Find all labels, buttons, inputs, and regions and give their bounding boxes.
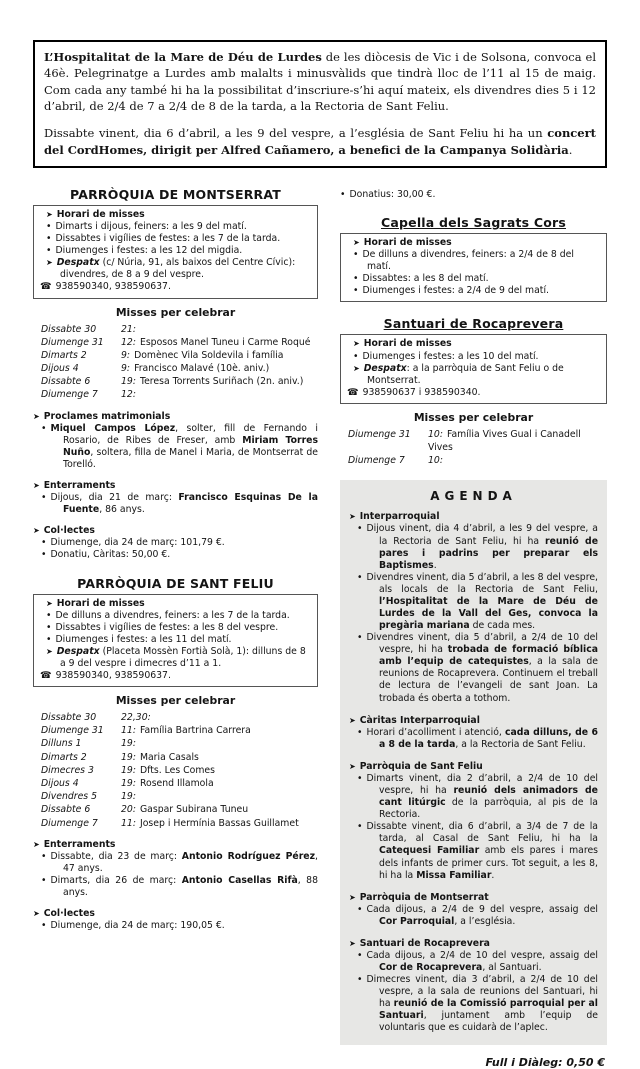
missa-row xyxy=(41,777,318,790)
missa-time: 12: xyxy=(121,389,136,401)
phone-icon: ☎ xyxy=(40,669,52,681)
missa-day: Dimarts 2 xyxy=(41,751,87,763)
donatius-line xyxy=(340,187,607,201)
missa-day: Dimecres 3 xyxy=(41,764,94,776)
bullet-item xyxy=(349,974,598,1034)
bullet-item xyxy=(33,492,318,516)
text-segment: Dimarts i dijous, feiners: a les 9 del matí. xyxy=(55,221,247,233)
missa-day: Diumenge 31 xyxy=(41,725,104,737)
arrow-icon: ➤ xyxy=(46,258,53,268)
bullet-icon: • xyxy=(46,221,52,233)
group-heading xyxy=(33,908,318,920)
bullet-item xyxy=(33,875,318,899)
box-line xyxy=(347,338,600,350)
bullet-icon: • xyxy=(357,523,363,535)
bullet-icon: • xyxy=(41,850,47,862)
text-segment: Horari de misses xyxy=(363,237,452,249)
group-heading-label: Parròquia de Sant Feliu xyxy=(359,760,483,772)
text-segment: Dissabte vinent, dia 6 d’abril, a les 9 del vespre, a l’església de Sant Feliu hi ha un xyxy=(44,126,548,141)
notes-group xyxy=(33,525,318,561)
missa-row xyxy=(41,724,318,737)
missa-time: 12: xyxy=(121,336,136,348)
missa-day: Diumenge 7 xyxy=(41,817,98,829)
notes-group xyxy=(349,715,598,751)
section-title-sant-feliu: PARRÒQUIA DE SANT FELIU xyxy=(77,575,274,591)
bullet-icon: • xyxy=(41,549,47,561)
arrow-icon: ➤ xyxy=(33,481,40,491)
text-segment: (c/ Núria, 91, als baixos del Centre Cívic): divendres, de 8 a 9 del vespre. xyxy=(60,257,296,281)
missa-time: 19: xyxy=(121,751,136,763)
missa-time: 19: xyxy=(121,791,136,803)
bullet-item xyxy=(33,423,318,471)
box-line xyxy=(40,610,311,622)
missa-entry xyxy=(121,362,269,375)
bullet-icon: • xyxy=(357,949,363,961)
missa-day: Diumenge 7 xyxy=(41,389,98,401)
group-heading xyxy=(349,715,598,727)
missa-text: Dfts. Les Comes xyxy=(139,764,215,776)
notes-group xyxy=(349,938,598,1035)
bullet-icon: • xyxy=(41,874,47,886)
missa-text: Domènec Vila Soldevila i família xyxy=(134,349,284,361)
agenda xyxy=(340,480,607,1044)
bullet-icon: • xyxy=(353,285,359,297)
notes-group xyxy=(33,411,318,471)
text-segment: Miriam Torres Nuño xyxy=(63,434,318,458)
text-segment: de cada mes. xyxy=(469,620,536,632)
bullet-icon: • xyxy=(41,920,47,932)
bullet-icon: • xyxy=(357,632,363,644)
missa-time: 19: xyxy=(121,376,136,388)
box-line xyxy=(40,281,311,293)
group-heading-label: Enterraments xyxy=(43,838,116,850)
box-line xyxy=(40,646,311,670)
box-line xyxy=(40,598,311,610)
text-segment: , 86 anys. xyxy=(99,504,145,516)
text-segment: Donatiu, Càritas: 50,00 €. xyxy=(50,549,171,561)
agenda-title: AGENDA xyxy=(430,489,517,504)
text-segment: Horari de misses xyxy=(56,597,145,609)
text-segment: cada dilluns, de 6 a 8 de la tarda xyxy=(379,726,598,750)
arrow-icon: ➤ xyxy=(33,526,40,536)
missa-day: Diumenge 31 xyxy=(41,336,104,348)
box-line xyxy=(347,249,600,273)
text-segment: . xyxy=(433,559,437,571)
text-segment: . xyxy=(568,142,573,157)
notes-group xyxy=(33,480,318,516)
montserrat-misses-title: Misses per celebrar xyxy=(115,305,236,319)
text-segment: , a l’església. xyxy=(454,915,516,927)
missa-row xyxy=(41,362,318,375)
bullet-item xyxy=(349,727,598,751)
box-line xyxy=(40,634,311,646)
group-heading xyxy=(349,761,598,773)
box-line xyxy=(40,670,311,682)
arrow-icon: ➤ xyxy=(349,938,356,948)
missa-time: 9: xyxy=(121,363,131,375)
agenda-groups xyxy=(349,511,598,1034)
text-segment: reunió de pares i padrins per preparar els Baptismes xyxy=(379,535,598,571)
bullet-item xyxy=(349,523,598,571)
phone-icon: ☎ xyxy=(347,386,359,398)
section-title-rocaprevera: Santuari de Rocaprevera xyxy=(383,316,564,332)
missa-text: Família Vives Gual i Canadell Vives xyxy=(428,428,581,454)
bullet-icon: • xyxy=(357,571,363,583)
rocaprevera-misses-table xyxy=(340,428,607,468)
missa-entry xyxy=(428,428,607,454)
text-segment: , solter, fill de Fernando i Rosario, de Ribes de Freser, amb xyxy=(63,422,318,446)
text-segment: (Placeta Mossèn Fortià Solà, 1): dilluns de 8 a 9 del vespre i dimecres d’11 a 1. xyxy=(60,645,306,669)
box-line xyxy=(40,233,311,245)
missa-entry xyxy=(121,375,303,388)
text-segment: Dimecres vinent, dia 3 d’abril, a 2/4 de 10 del vespre, a la sala de reunions del Santuari, hi ha xyxy=(366,974,598,1010)
box-line xyxy=(340,189,607,201)
text-segment: Dissabte vinent, dia 6 d’abril, a 3/4 de 7 de la tarda, al Casal de Sant Feliu, hi ha la xyxy=(366,821,598,845)
arrow-icon: ➤ xyxy=(46,209,53,219)
bullet-item xyxy=(33,851,318,875)
missa-day: Dissabte 6 xyxy=(41,376,91,388)
arrow-icon: ➤ xyxy=(349,715,356,725)
bullet-item xyxy=(349,773,598,821)
missa-entry xyxy=(121,777,214,790)
missa-text: Gaspar Subirana Tuneu xyxy=(139,804,249,816)
text-segment: Divendres vinent, dia 5 d’abril, a les 8 del vespre, als locals de la Rectoria de Sant Feliu, xyxy=(366,571,598,595)
missa-entry xyxy=(121,349,283,362)
group-heading xyxy=(33,525,318,537)
notes-group xyxy=(349,761,598,882)
bullet-icon: • xyxy=(41,492,47,504)
bullet-item xyxy=(349,950,598,974)
text-segment: Diumenges i festes: a les 11 del matí. xyxy=(55,633,232,645)
missa-entry xyxy=(121,336,310,349)
missa-text: Josep i Hermínia Bassas Guillamet xyxy=(139,817,299,829)
box-line xyxy=(40,245,311,257)
missa-entry xyxy=(121,790,140,803)
notes-group xyxy=(33,839,318,899)
missa-row xyxy=(41,764,318,777)
text-segment: De dilluns a divendres, feiners: a 2/4 de 8 del matí. xyxy=(362,249,574,273)
missa-time: 10: xyxy=(428,455,443,467)
text-segment: Cada dijous, a 2/4 de 9 del vespre, assaig del xyxy=(366,903,598,915)
text-segment: Dissabtes i vigílies de festes: a les 8 del vespre. xyxy=(55,621,279,633)
capella-horari-box xyxy=(340,233,607,302)
missa-entry xyxy=(121,764,215,777)
missa-day: Dimarts 2 xyxy=(41,349,87,361)
arrow-icon: ➤ xyxy=(46,646,53,656)
bullet-icon: • xyxy=(46,245,52,257)
missa-day: Divendres 5 xyxy=(41,791,98,803)
text-segment: Dijous, dia 21 de març: xyxy=(50,492,179,504)
text-segment: Diumenges i festes: a 2/4 de 9 del matí. xyxy=(362,285,549,297)
text-segment: Diumenges i festes: a les 12 del migdia. xyxy=(55,245,243,257)
group-heading-label: Proclames matrimonials xyxy=(43,410,171,422)
bullet-icon: • xyxy=(46,233,52,245)
missa-day: Dilluns 1 xyxy=(41,738,82,750)
text-segment: Donatius: 30,00 €. xyxy=(349,188,436,200)
group-heading-label: Càritas Interparroquial xyxy=(359,714,480,726)
text-segment: Despatx xyxy=(56,645,100,657)
bullet-icon: • xyxy=(357,974,363,986)
box-line xyxy=(347,387,600,399)
left-column xyxy=(33,187,318,1069)
text-segment: , al Santuari. xyxy=(482,962,542,974)
missa-day: Dissabte 6 xyxy=(41,804,91,816)
announcement-box xyxy=(33,40,607,168)
missa-entry xyxy=(121,751,199,764)
bullet-icon: • xyxy=(41,537,47,549)
missa-time: 19: xyxy=(121,777,136,789)
missa-row xyxy=(41,803,318,816)
missa-time: 11: xyxy=(121,725,136,737)
text-segment: Cor Parroquial xyxy=(379,915,455,927)
box-line xyxy=(40,622,311,634)
section-title-capella: Capella dels Sagrats Cors xyxy=(380,215,566,231)
bullet-icon: • xyxy=(46,609,52,621)
text-segment: Cor de Rocaprevera xyxy=(379,962,483,974)
text-segment: Miquel Campos López xyxy=(50,422,176,434)
missa-entry xyxy=(121,388,140,401)
text-segment: , 47 anys. xyxy=(63,850,318,874)
missa-row xyxy=(41,336,318,349)
missa-time: 11: xyxy=(121,817,136,829)
missa-day: Dijous 4 xyxy=(41,363,79,375)
sant-feliu-notes xyxy=(33,839,318,933)
text-segment: , soltera, filla de Manel i Maria, de Montserrat de Torelló. xyxy=(63,446,318,470)
text-segment: Diumenges i festes: a les 10 del matí. xyxy=(362,350,539,362)
missa-row xyxy=(348,428,607,454)
notes-group xyxy=(349,892,598,928)
text-segment: , 88 anys. xyxy=(63,874,318,899)
arrow-icon: ➤ xyxy=(349,892,356,902)
text-segment: , a la Rectoria de Sant Feliu. xyxy=(455,738,586,750)
missa-row xyxy=(41,388,318,401)
group-heading xyxy=(349,938,598,950)
missa-time: 10: xyxy=(428,428,443,440)
text-segment: reunió de la Comissió parroquial per al Santuari xyxy=(379,998,598,1022)
bullet-icon: • xyxy=(357,821,363,833)
text-segment: Diumenge, dia 24 de març: 101,79 €. xyxy=(50,537,225,549)
missa-time: 19: xyxy=(121,738,136,750)
bullet-icon: • xyxy=(353,350,359,362)
price-note: Full i Diàleg: 0,50 € xyxy=(485,1055,605,1069)
montserrat-horari-box xyxy=(33,205,318,299)
missa-entry xyxy=(121,724,251,737)
bullet-item xyxy=(33,920,318,932)
text-segment: concert del CordHomes, dirigit per Alfred Cañamero, a benefici de la Campanya Solidària xyxy=(44,126,596,157)
missa-time: 20: xyxy=(121,804,136,816)
text-segment: Despatx xyxy=(363,362,407,374)
text-segment: Antonio Rodríguez Pérez xyxy=(181,850,316,862)
group-heading xyxy=(33,411,318,423)
missa-entry xyxy=(121,817,299,830)
arrow-icon: ➤ xyxy=(33,411,40,421)
missa-entry xyxy=(121,323,140,336)
text-segment: l’Hospitalitat de la Mare de Déu de Lurdes de la Vall del Ges, convoca la pregària mariana xyxy=(379,595,598,632)
bullet-icon: • xyxy=(41,422,47,434)
missa-text: Esposos Manel Tuneu i Carme Roqué xyxy=(139,336,311,348)
text-segment: Dimarts vinent, dia 2 d’abril, a 2/4 de 10 del vespre, hi ha xyxy=(366,772,598,797)
bullet-icon: • xyxy=(357,903,363,915)
text-segment: , a la sala de reunions de Rocaprevera. Continuem el treball de lectura de l’evangeli de sant Joan. La trobada és oberta a tothom. xyxy=(379,656,598,704)
missa-entry xyxy=(121,711,155,724)
bullet-icon: • xyxy=(357,772,363,784)
group-heading-label: Interparroquial xyxy=(359,511,440,523)
text-segment: Horari de misses xyxy=(363,338,452,350)
sant-feliu-misses-table xyxy=(33,711,318,830)
missa-text: Maria Casals xyxy=(139,751,199,763)
header-paragraph xyxy=(44,49,596,114)
arrow-icon: ➤ xyxy=(33,909,40,919)
text-segment: Missa Familiar xyxy=(416,869,492,881)
missa-time: 9: xyxy=(121,349,131,361)
arrow-icon: ➤ xyxy=(353,363,360,373)
missa-row xyxy=(348,454,607,467)
missa-time: 21: xyxy=(121,323,136,335)
text-segment: Dissabtes i vigílies de festes: a les 7 de la tarda. xyxy=(55,233,281,245)
text-segment: Dimarts, dia 26 de març: xyxy=(50,874,182,886)
bullet-item xyxy=(349,904,598,928)
missa-entry xyxy=(428,454,447,467)
text-segment: de les diòcesis de Vic i de Solsona, convoca el 46è. Pelegrinatge a Lurdes amb malalts i minusvàlids que tindrà lloc de l’11 al 15 de maig. Com cada any també hi ha la possibilitat d’inscriure-s’hi aquí mateix, els divendres dies 5 i 12 d’abril, de 2/4 de 7 a 2/4 de 8 de la tarda, a la Rectoria de Sant Feliu. xyxy=(44,50,596,113)
missa-row xyxy=(41,323,318,336)
group-heading-label: Santuari de Rocaprevera xyxy=(359,937,490,949)
bullet-item xyxy=(33,537,318,549)
text-segment: Divendres vinent, dia 5 d’abril, a 2/4 de 10 del vespre, hi ha xyxy=(366,632,598,656)
montserrat-misses-table xyxy=(33,323,318,402)
bullet-item xyxy=(349,632,598,704)
missa-text: Família Bartrina Carrera xyxy=(139,725,251,737)
text-segment: Dissabtes: a les 8 del matí. xyxy=(362,273,489,285)
box-line xyxy=(40,221,311,233)
text-segment: Diumenge, dia 24 de març: 190,05 €. xyxy=(50,920,225,932)
arrow-icon: ➤ xyxy=(46,598,53,608)
text-segment: 938590637 i 938590340. xyxy=(362,386,481,398)
group-heading xyxy=(349,511,598,523)
box-line xyxy=(40,257,311,281)
notes-group xyxy=(349,511,598,704)
text-segment: de la parròquia, al pis de la Rectoria. xyxy=(379,797,598,821)
group-heading-label: Col·lectes xyxy=(43,525,95,537)
text-segment: De dilluns a divendres, feiners: a les 7 de la tarda. xyxy=(55,609,290,621)
bullet-icon: • xyxy=(353,249,359,261)
box-line xyxy=(347,363,600,387)
section-title-montserrat: PARRÒQUIA DE MONTSERRAT xyxy=(70,186,281,202)
bullet-item xyxy=(349,821,598,881)
bullet-icon: • xyxy=(340,188,346,200)
missa-text: Francisco Malavé (10è. aniv.) xyxy=(134,363,270,375)
missa-row xyxy=(41,375,318,388)
group-heading xyxy=(33,839,318,851)
missa-row xyxy=(41,751,318,764)
bullet-icon: • xyxy=(46,633,52,645)
columns xyxy=(33,187,607,1069)
bullet-icon: • xyxy=(357,726,363,738)
text-segment: amb els pares i mares dels infants de primer curs. Tot seguit, a les 8, hi ha la xyxy=(379,845,599,881)
text-segment: : a la parròquia de Sant Feliu o de Montserrat. xyxy=(367,362,564,386)
missa-row xyxy=(41,790,318,803)
missa-text: Teresa Torrents Suriñach (2n. aniv.) xyxy=(139,376,304,388)
text-segment: Dissabte, dia 23 de març: xyxy=(50,850,182,862)
arrow-icon: ➤ xyxy=(353,339,360,349)
text-segment: . xyxy=(491,869,495,881)
text-segment: Horari de misses xyxy=(56,208,145,220)
rocaprevera-misses-title: Misses per celebrar xyxy=(413,410,534,424)
missa-row xyxy=(41,711,318,724)
arrow-icon: ➤ xyxy=(33,839,40,849)
missa-day: Diumenge 7 xyxy=(348,455,405,467)
text-segment: 938590340, 938590637. xyxy=(55,281,171,293)
arrow-icon: ➤ xyxy=(349,512,356,522)
box-line xyxy=(347,237,600,249)
arrow-icon: ➤ xyxy=(353,238,360,248)
missa-row xyxy=(41,349,318,362)
text-segment: Catequesi Familiar xyxy=(379,845,480,857)
text-segment: L’Hospitalitat de la Mare de Déu de Lurdes xyxy=(44,50,322,64)
missa-day: Diumenge 31 xyxy=(348,428,411,440)
sant-feliu-horari-box xyxy=(33,594,318,688)
group-heading-label: Col·lectes xyxy=(43,908,95,920)
text-segment: Cada dijous, a 2/4 de 10 del vespre, assaig del xyxy=(366,949,598,961)
bullet-item xyxy=(33,549,318,561)
header-paragraph xyxy=(44,125,596,158)
missa-entry xyxy=(121,737,140,750)
missa-entry xyxy=(121,803,248,816)
missa-time: 19: xyxy=(121,764,136,776)
group-heading xyxy=(349,892,598,904)
text-segment: , juntament amb l’equip de voluntaris que es cuidarà de l’aplec. xyxy=(379,1010,598,1034)
box-line xyxy=(347,351,600,363)
text-segment: reunió dels animadors de cant litúrgic xyxy=(379,785,598,809)
missa-text: Rosend Illamola xyxy=(139,777,214,789)
box-line xyxy=(347,273,600,285)
group-heading-label: Enterraments xyxy=(43,480,116,492)
missa-day: Dijous 4 xyxy=(41,777,79,789)
phone-icon: ☎ xyxy=(40,281,52,293)
sant-feliu-misses-title: Misses per celebrar xyxy=(115,694,236,708)
box-line xyxy=(40,209,311,221)
bullet-icon: • xyxy=(46,621,52,633)
arrow-icon: ➤ xyxy=(349,761,356,771)
right-column xyxy=(340,187,607,1069)
text-segment: Francisco Esquinas De la Fuente xyxy=(63,492,318,516)
text-segment: trobada de formació bíblica amb l’equip de catequistes xyxy=(379,644,598,668)
notes-group xyxy=(33,908,318,932)
text-segment: Horari d’acolliment i atenció, xyxy=(366,726,506,738)
missa-row xyxy=(41,737,318,750)
missa-day: Dissabte 30 xyxy=(41,323,97,335)
missa-time: 22,30: xyxy=(121,712,151,724)
text-segment: 938590340, 938590637. xyxy=(55,669,171,681)
bullet-item xyxy=(349,572,598,632)
rocaprevera-horari-box xyxy=(340,334,607,403)
box-line xyxy=(347,285,600,297)
missa-day: Dissabte 30 xyxy=(41,712,97,724)
montserrat-notes xyxy=(33,411,318,562)
bullet-icon: • xyxy=(353,273,359,285)
text-segment: Dijous vinent, dia 4 d’abril, a les 9 del vespre, a la Rectoria de Sant Feliu, hi ha xyxy=(366,523,598,547)
text-segment: Despatx xyxy=(56,257,100,269)
group-heading-label: Parròquia de Montserrat xyxy=(359,891,489,903)
missa-row xyxy=(41,817,318,830)
text-segment: Antonio Casellas Rifà xyxy=(181,874,298,886)
group-heading xyxy=(33,480,318,492)
